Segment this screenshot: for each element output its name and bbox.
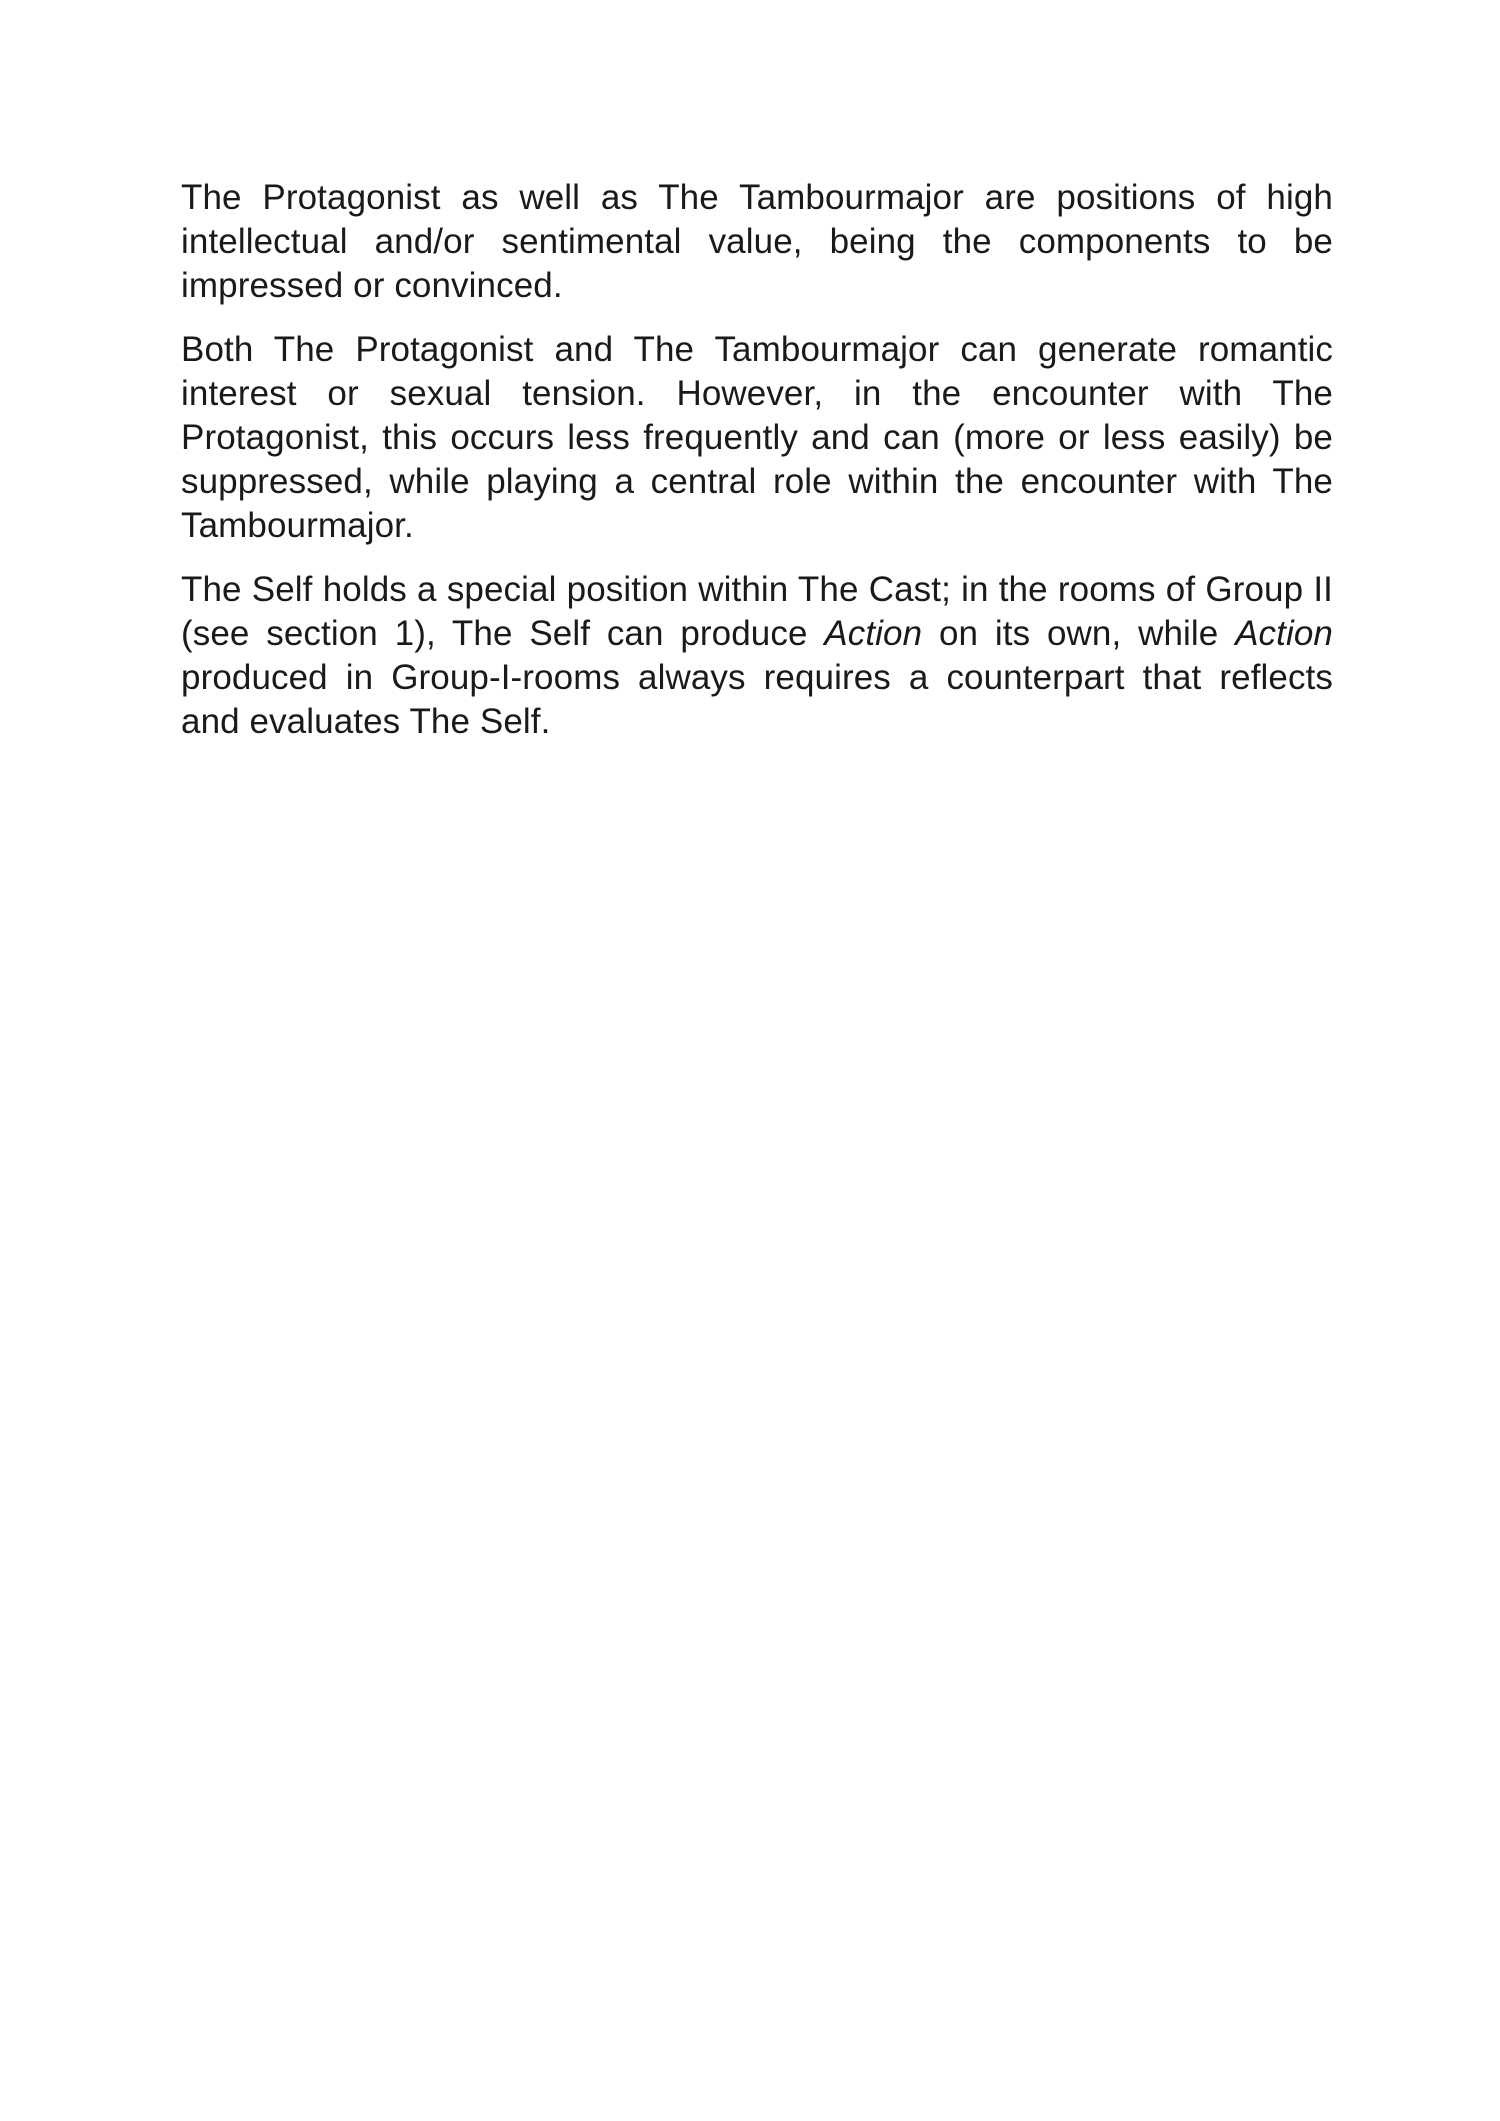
paragraph-2: [181, 328, 1333, 548]
paragraph-2-text: Both The Protagonist and The Tambourmajor can generate romantic interest or sexual tension. However, in the encounter with The Protagonist, this occurs less frequently and can (more or less easily) be suppressed, while playing a central role within the encounter with The Tambourmajor.: [181, 330, 1333, 545]
paragraph-3-text-b: on its own, while: [922, 614, 1236, 653]
paragraph-3-action-term-1: Action: [824, 614, 923, 653]
paragraph-3-text-a: The Self holds a special position within The Cast; in the rooms of Group II (see section 1), The Self can produce: [181, 570, 1333, 653]
paragraph-1-text: The Protagonist as well as The Tambourmajor are positions of high intellectual and/or sentimental value, being the components to be impressed or convinced.: [181, 178, 1333, 305]
paragraph-3: [181, 568, 1333, 744]
body-text: [181, 176, 1333, 744]
paragraph-1: [181, 176, 1333, 308]
paragraph-3-action-term-2: Action: [1235, 614, 1333, 653]
paragraph-3-text-c: produced in Group-I-rooms always requires a counterpart that reflects and evaluates The Self.: [181, 658, 1333, 741]
